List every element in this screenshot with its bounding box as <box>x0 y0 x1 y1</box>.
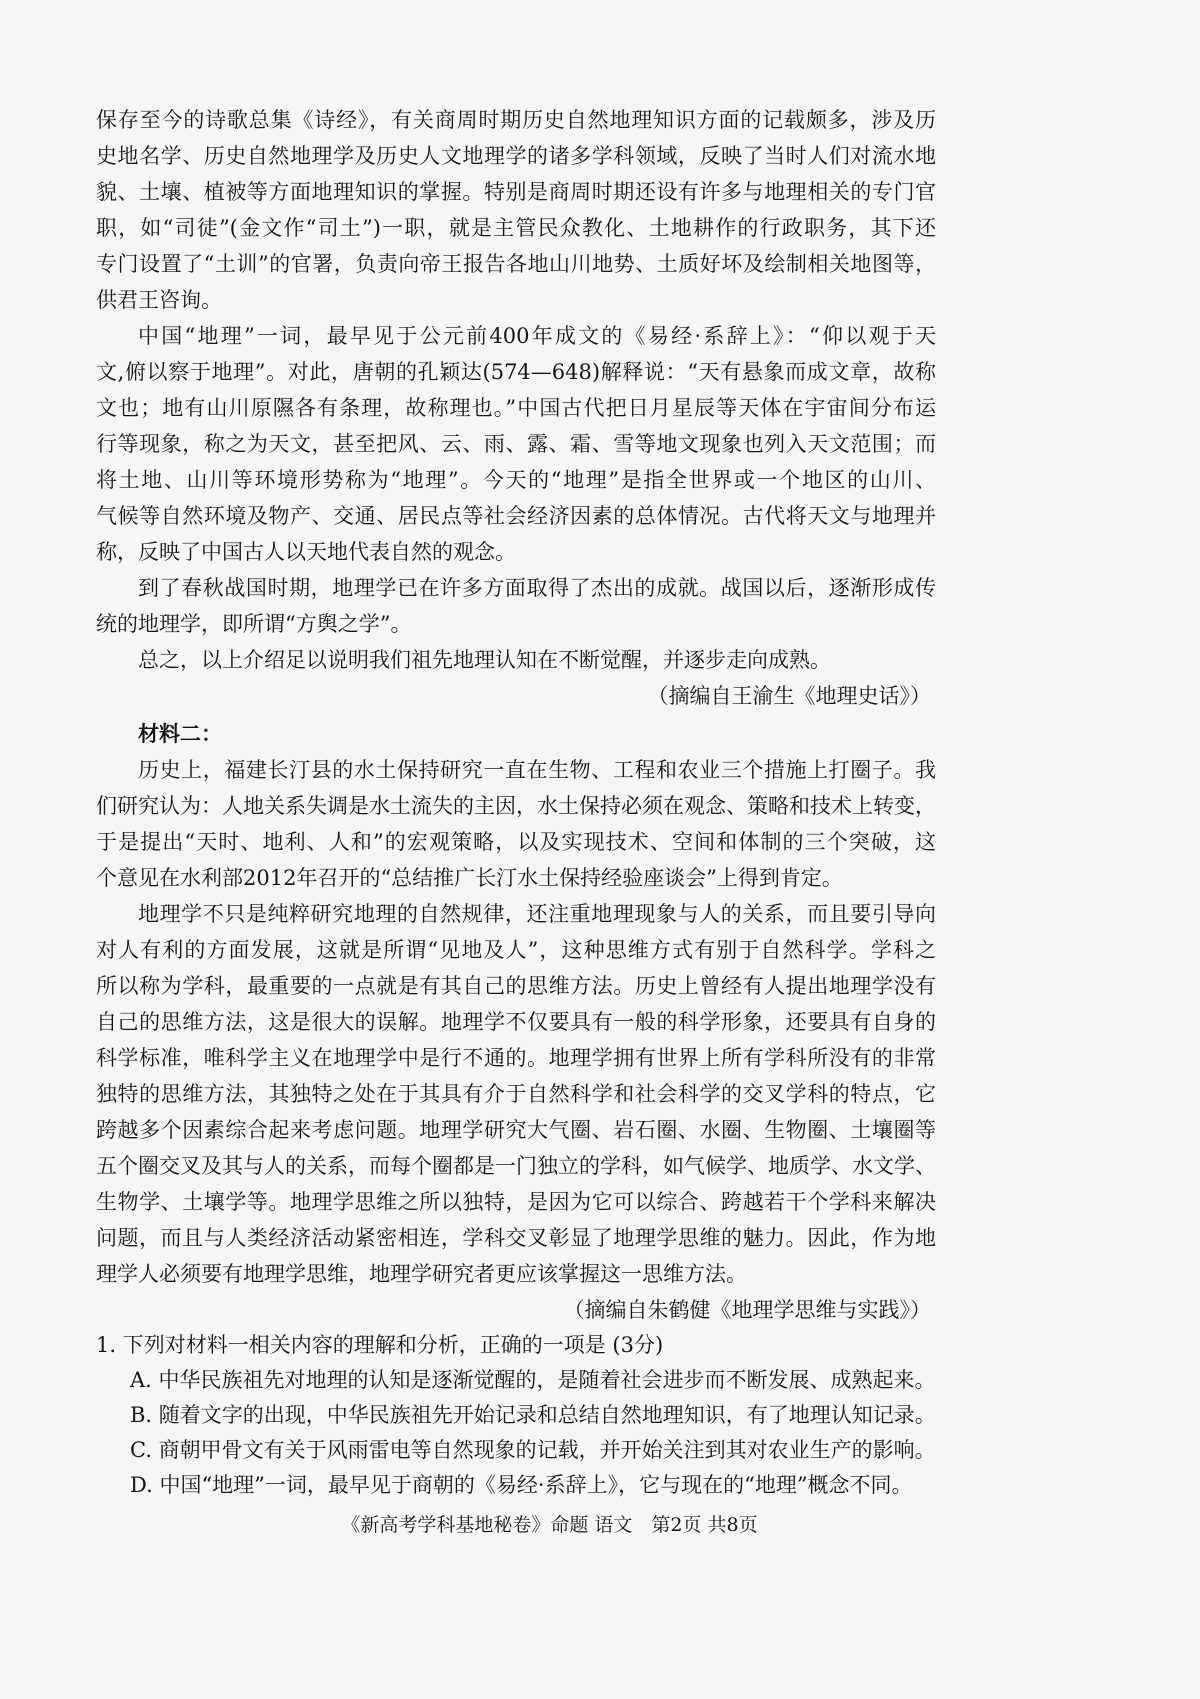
paragraph-line: 到了春秋战国时期，地理学已在许多方面取得了杰出的成就。战国以后，逐渐形成传 <box>138 576 936 600</box>
option-c[interactable]: C. 商朝甲骨文有关于风雨雷电等自然现象的记载，并开始关注到其对农业生产的影响。 <box>130 1438 936 1462</box>
paragraph-line: 文,俯以察于地理”。对此，唐朝的孔颖达(574—648)解释说：“天有悬象而成文章，故称 <box>96 360 936 384</box>
page-footer: 《新高考学科基地秘卷》命题 语文 第2页 共8页 <box>341 1514 758 1536</box>
paragraph-line: 总之，以上介绍足以说明我们祖先地理认知在不断觉醒，并逐步走向成熟。 <box>138 648 831 672</box>
option-d[interactable]: D. 中国“地理”一词，最早见于商朝的《易经·系辞上》，它与现在的“地理”概念不同。 <box>130 1473 913 1497</box>
paragraph-line: 独特的思维方法，其独特之处在于其具有介于自然科学和社会科学的交叉学科的特点，它 <box>96 1082 936 1106</box>
source-citation: （摘编自王渝生《地理史话》） <box>647 684 931 708</box>
paragraph-line: 科学标准，唯科学主义在地理学中是行不通的。地理学拥有世界上所有学科所没有的非常 <box>96 1046 936 1070</box>
paragraph-line: 气候等自然环境及物产、交通、居民点等社会经济因素的总体情况。古代将天文与地理并 <box>96 504 936 528</box>
option-b[interactable]: B. 随着文字的出现，中华民族祖先开始记录和总结自然地理知识，有了地理认知记录。 <box>130 1403 936 1427</box>
paragraph-line: 中国“地理”一词，最早见于公元前400年成文的《易经·系辞上》：“仰以观于天 <box>138 324 936 348</box>
paragraph-line: 于是提出“天时、地利、人和”的宏观策略，以及实现技术、空间和体制的三个突破，这 <box>96 830 936 854</box>
paragraph-line: 对人有利的方面发展，这就是所谓“见地及人”，这种思维方式有别于自然科学。学科之 <box>96 938 936 962</box>
paragraph-line: 职，如“司徒”(金文作“司土”)一职，就是主管民众教化、土地耕作的行政职务，其下还 <box>96 216 936 240</box>
question-stem: 1. 下列对材料一相关内容的理解和分析，正确的一项是 (3分) <box>96 1333 664 1357</box>
paragraph-line: 保存至今的诗歌总集《诗经》，有关商周时期历史自然地理知识方面的记载颇多，涉及历 <box>96 108 936 132</box>
paragraph-line: 称，反映了中国古人以天地代表自然的观念。 <box>96 540 516 564</box>
paragraph-line: 生物学、土壤学等。地理学思维之所以独特，是因为它可以综合、跨越若干个学科来解决 <box>96 1190 936 1214</box>
paragraph-line: 貌、土壤、植被等方面地理知识的掌握。特别是商周时期还设有许多与地理相关的专门官 <box>96 180 936 204</box>
paragraph-line: 五个圈交叉及其与人的关系，而每个圈都是一门独立的学科，如气候学、地质学、水文学、 <box>96 1154 936 1178</box>
paragraph-line: 理学人必须要有地理学思维，地理学研究者更应该掌握这一思维方法。 <box>96 1262 747 1286</box>
source-citation: （摘编自朱鹤健《地理学思维与实践》） <box>563 1298 931 1322</box>
paragraph-line: 地理学不只是纯粹研究地理的自然规律，还注重地理现象与人的关系，而且要引导向 <box>138 902 936 926</box>
paragraph-line: 专门设置了“土训”的官署，负责向帝王报告各地山川地势、土质好坏及绘制相关地图等， <box>96 252 936 276</box>
paragraph-line: 统的地理学，即所谓“方舆之学”。 <box>96 612 412 636</box>
paragraph-line: 们研究认为：人地关系失调是水土流失的主因，水土保持必须在观念、策略和技术上转变， <box>96 794 936 818</box>
paragraph-line: 问题，而且与人类经济活动紧密相连，学科交叉彰显了地理学思维的魅力。因此，作为地 <box>96 1226 936 1250</box>
paragraph-line: 将土地、山川等环境形势称为“地理”。今天的“地理”是指全世界或一个地区的山川、 <box>96 468 936 492</box>
paragraph-line: 个意见在水利部2012年召开的“总结推广长汀水土保持经验座谈会”上得到肯定。 <box>96 866 843 890</box>
paragraph-line: 自己的思维方法，这是很大的误解。地理学不仅要具有一般的科学形象，还要具有自身的 <box>96 1010 936 1034</box>
paragraph-line: 所以称为学科，最重要的一点就是有其自己的思维方法。历史上曾经有人提出地理学没有 <box>96 974 936 998</box>
paragraph-line: 供君王咨询。 <box>96 288 222 312</box>
paragraph-line: 行等现象，称之为天文，甚至把风、云、雨、露、霜、雪等地文现象也列入天文范围；而 <box>96 432 936 456</box>
option-a[interactable]: A. 中华民族祖先对地理的认知是逐渐觉醒的，是随着社会进步而不断发展、成熟起来。 <box>130 1368 936 1392</box>
paragraph-line: 文也；地有山川原隰各有条理，故称理也。”中国古代把日月星辰等天体在宇宙间分布运 <box>96 396 936 420</box>
section-heading: 材料二： <box>138 721 222 746</box>
paragraph-line: 史地名学、历史自然地理学及历史人文地理学的诸多学科领域，反映了当时人们对流水地 <box>96 144 936 168</box>
paragraph-line: 跨越多个因素综合起来考虑问题。地理学研究大气圈、岩石圈、水圈、生物圈、土壤圈等 <box>96 1118 936 1142</box>
paragraph-line: 历史上，福建长汀县的水土保持研究一直在生物、工程和农业三个措施上打圈子。我 <box>138 758 936 782</box>
